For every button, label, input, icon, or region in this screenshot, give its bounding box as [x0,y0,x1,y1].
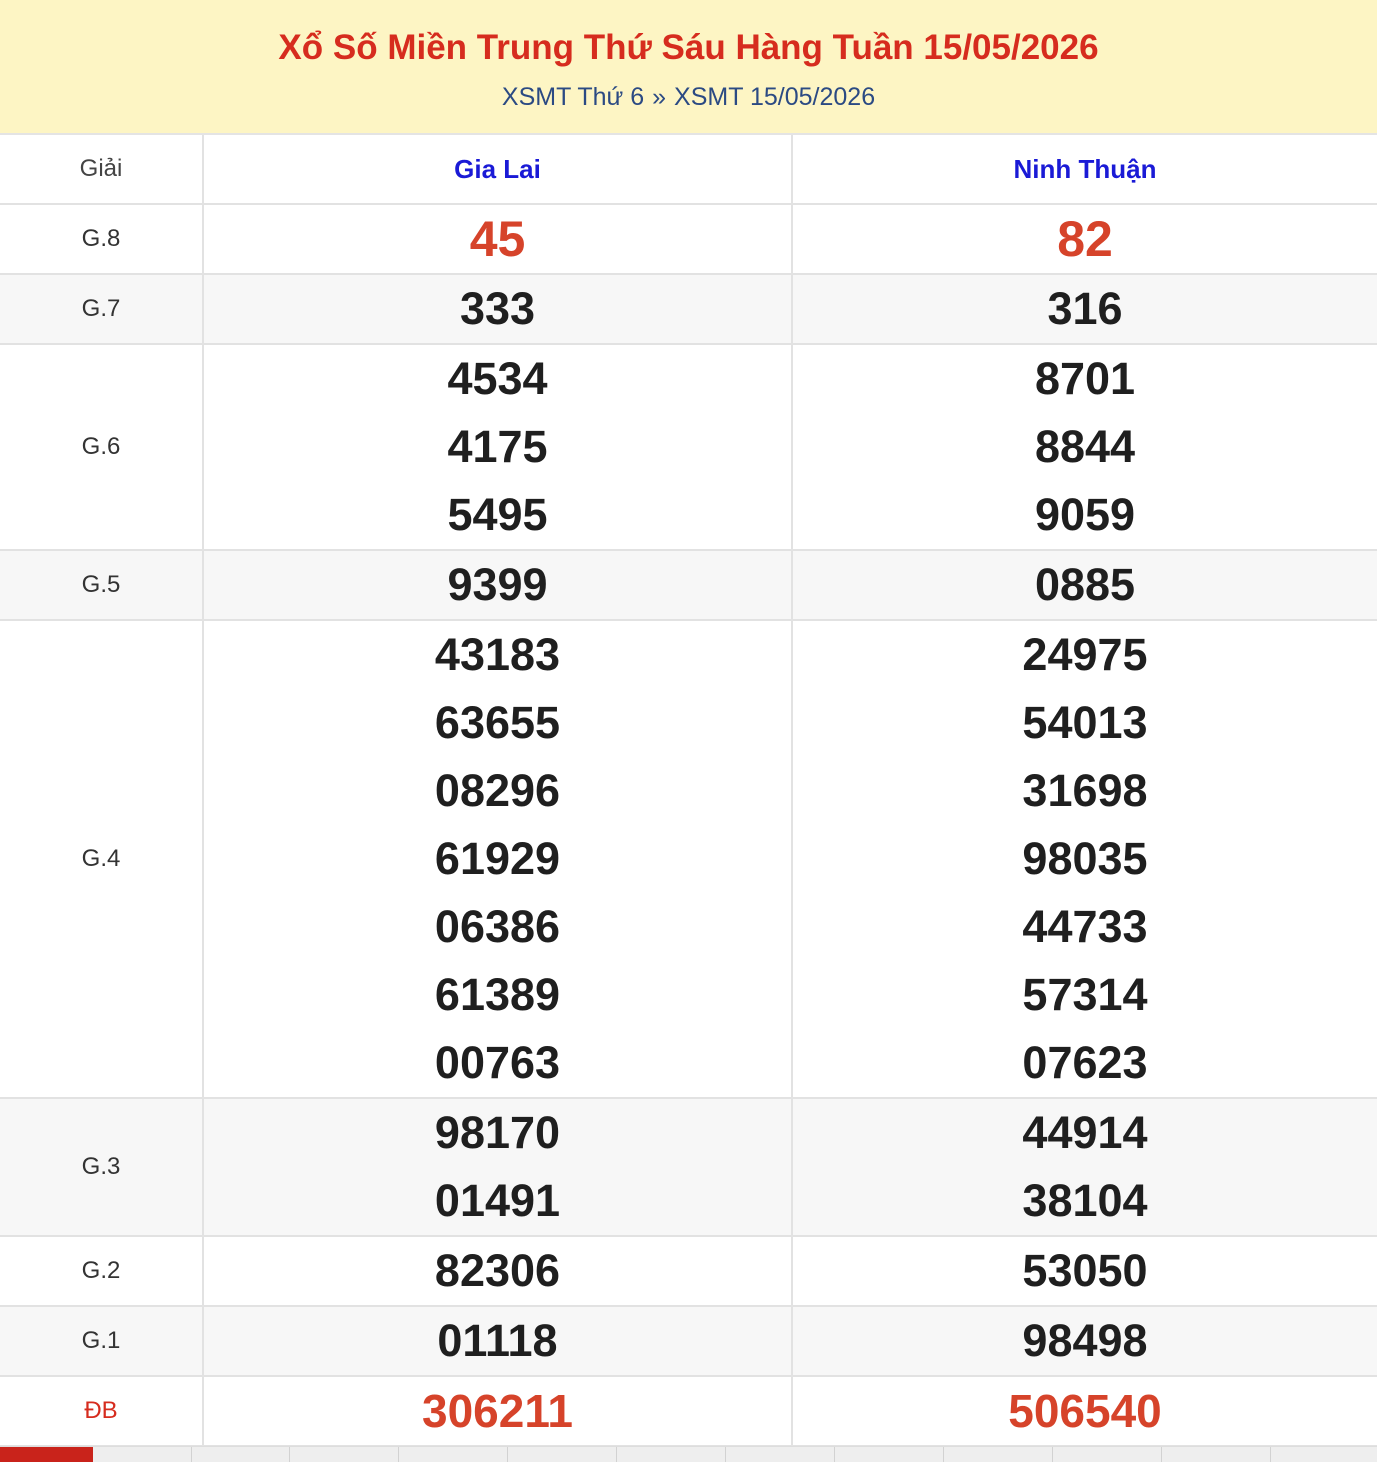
winning-number: 44733 [1022,901,1148,952]
winning-number: 08296 [434,765,561,816]
winning-number: 01118 [437,1315,558,1366]
winning-number: 4534 [447,353,548,404]
bottom-tab-active[interactable] [0,1447,93,1462]
winning-number: 54013 [1022,697,1148,748]
result-cell-gia-lai [203,1098,792,1236]
result-cell-gia-lai [203,1236,792,1306]
winning-number: 333 [459,283,536,334]
result-cell-ninh-thuan [792,274,1377,344]
province-header-ninh-thuan[interactable]: Ninh Thuận [792,135,1377,204]
winning-number: 9059 [1034,489,1136,540]
tab-divider [725,1447,726,1462]
page-header [0,0,1377,135]
table-row [0,274,1377,344]
province-header-gia-lai[interactable]: Gia Lai [203,135,792,204]
tab-divider [507,1447,508,1462]
tab-divider [834,1447,835,1462]
prize-label: G.1 [0,1306,203,1376]
winning-number: 306211 [422,1385,573,1437]
tab-divider [943,1447,944,1462]
winning-number: 82306 [434,1245,561,1296]
winning-number: 8701 [1034,353,1136,404]
prize-label: G.3 [0,1098,203,1236]
tab-divider [1161,1447,1162,1462]
winning-number: 316 [1047,283,1123,334]
winning-number: 61929 [434,833,561,884]
tab-divider [1052,1447,1053,1462]
tab-divider [289,1447,290,1462]
result-cell-gia-lai [203,274,792,344]
result-cell-ninh-thuan [792,344,1377,550]
prize-label: G.5 [0,550,203,620]
result-cell-gia-lai [203,344,792,550]
winning-number: 45 [469,211,526,267]
winning-number: 57314 [1022,969,1148,1020]
winning-number: 98035 [1022,833,1148,884]
prize-label: G.4 [0,620,203,1098]
winning-number: 53050 [1022,1245,1148,1296]
prize-label: G.8 [0,204,203,274]
winning-number: 24975 [1022,629,1148,680]
prize-label: G.2 [0,1236,203,1306]
table-row [0,1098,1377,1236]
results-table [0,135,1377,1447]
table-row [0,550,1377,620]
result-cell-gia-lai [203,204,792,274]
winning-number: 82 [1057,211,1113,267]
tab-divider [1270,1447,1271,1462]
result-cell-gia-lai [203,1306,792,1376]
breadcrumb-separator: » [652,83,667,111]
table-header-row [0,135,1377,204]
winning-number: 01491 [434,1175,561,1226]
prize-label: G.7 [0,274,203,344]
result-cell-ninh-thuan [792,550,1377,620]
table-row [0,1306,1377,1376]
result-cell-ninh-thuan [792,1236,1377,1306]
result-cell-ninh-thuan [792,1376,1377,1446]
winning-number: 44914 [1022,1107,1148,1158]
result-cell-gia-lai [203,1376,792,1446]
result-cell-ninh-thuan [792,1306,1377,1376]
result-cell-gia-lai [203,620,792,1098]
winning-number: 8844 [1034,421,1136,472]
result-cell-gia-lai [203,550,792,620]
prize-label: G.6 [0,344,203,550]
tab-divider [191,1447,192,1462]
winning-number: 06386 [434,901,561,952]
result-cell-ninh-thuan [792,1098,1377,1236]
winning-number: 31698 [1022,765,1148,816]
page-title: Xổ Số Miền Trung Thứ Sáu Hàng Tuần 15/05/2026 [278,28,1099,67]
winning-number: 9399 [447,559,548,610]
result-cell-ninh-thuan [792,204,1377,274]
winning-number: 43183 [434,629,561,680]
table-row [0,620,1377,1098]
table-row [0,344,1377,550]
winning-number: 63655 [434,697,561,748]
winning-number: 00763 [434,1037,561,1088]
winning-number: 07623 [1022,1037,1148,1088]
prize-column-header: Giải [0,135,203,204]
winning-number: 5495 [447,489,548,540]
breadcrumb-link-xsmt-thu-6[interactable]: XSMT Thứ 6 [501,83,645,111]
winning-number: 98498 [1022,1315,1148,1366]
winning-number: 506540 [1008,1385,1162,1437]
table-row [0,1376,1377,1446]
table-row [0,1236,1377,1306]
winning-number: 4175 [447,421,548,472]
winning-number: 38104 [1022,1175,1148,1226]
winning-number: 0885 [1034,559,1136,610]
breadcrumb [0,80,1377,114]
winning-number: 61389 [434,969,561,1020]
prize-label: ĐB [0,1376,203,1446]
tab-divider [398,1447,399,1462]
tab-divider [616,1447,617,1462]
table-row [0,204,1377,274]
bottom-tab-strip [0,1446,1377,1462]
results-body [0,204,1377,1446]
breadcrumb-link-xsmt-date[interactable]: XSMT 15/05/2026 [674,83,876,111]
result-cell-ninh-thuan [792,620,1377,1098]
winning-number: 98170 [434,1107,561,1158]
